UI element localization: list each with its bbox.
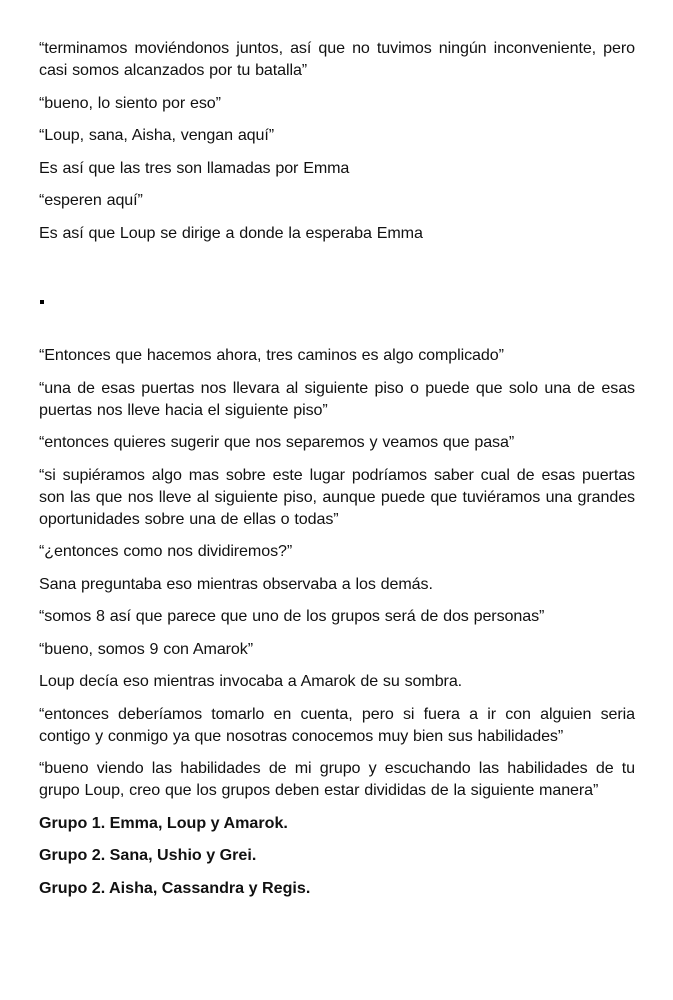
paragraph: “entonces deberíamos tomarlo en cuenta, pero si fuera a ir con alguien seria contigo y conmigo ya que nosotras conocemos muy bien sus habilidades” [39,704,635,745]
section-spacer [39,254,635,292]
paragraph: “esperen aquí” [39,191,143,209]
paragraph: Es así que las tres son llamadas por Emma [39,158,350,177]
bullet-separator [39,292,635,312]
paragraph: Es así que Loup se dirige a donde la esperaba Emma [39,223,423,242]
paragraph: “somos 8 así que parece que uno de los grupos será de dos personas” [39,607,545,625]
paragraph: Loup decía eso mientras invocaba a Amarok de su sombra. [39,672,463,690]
group-line: Grupo 2. Aisha, Cassandra y Regis. [39,878,311,897]
paragraph: “bueno viendo las habilidades de mi grupo y escuchando las habilidades de tu grupo Loup, creo que los grupos deben estar divididas de la siguiente manera” [39,759,635,799]
paragraph: “Entonces que hacemos ahora, tres caminos es algo complicado” [39,346,504,364]
paragraph: “Loup, sana, Aisha, vengan aquí” [39,126,275,144]
group-line: Grupo 1. Emma, Loup y Amarok. [39,813,288,832]
paragraph: “una de esas puertas nos llevara al siguiente piso o puede que solo una de esas puertas nos lleve hacia el siguiente piso” [39,378,635,419]
document-page [39,37,635,909]
paragraph: “bueno, somos 9 con Amarok” [39,639,253,658]
paragraph: “bueno, lo siento por eso” [39,93,221,112]
group-line: Grupo 2. Sana, Ushio y Grei. [39,846,257,864]
paragraph: “entonces quieres sugerir que nos separemos y veamos que pasa” [39,433,515,451]
paragraph: “si supiéramos algo mas sobre este lugar podríamos saber cual de esas puertas son las que nos lleve al siguiente piso, aunque puede que tuviéramos una grandes oportunidades sobre una de ellas o todas” [39,465,635,528]
paragraph: “¿entonces como nos dividiremos?” [39,542,293,560]
bullet-dot-icon [40,300,44,304]
section-spacer [39,332,635,344]
paragraph: Sana preguntaba eso mientras observaba a los demás. [39,574,433,593]
paragraph: “terminamos moviéndonos juntos, así que no tuvimos ningún inconveniente, pero casi somos alcanzados por tu batalla” [39,39,635,79]
